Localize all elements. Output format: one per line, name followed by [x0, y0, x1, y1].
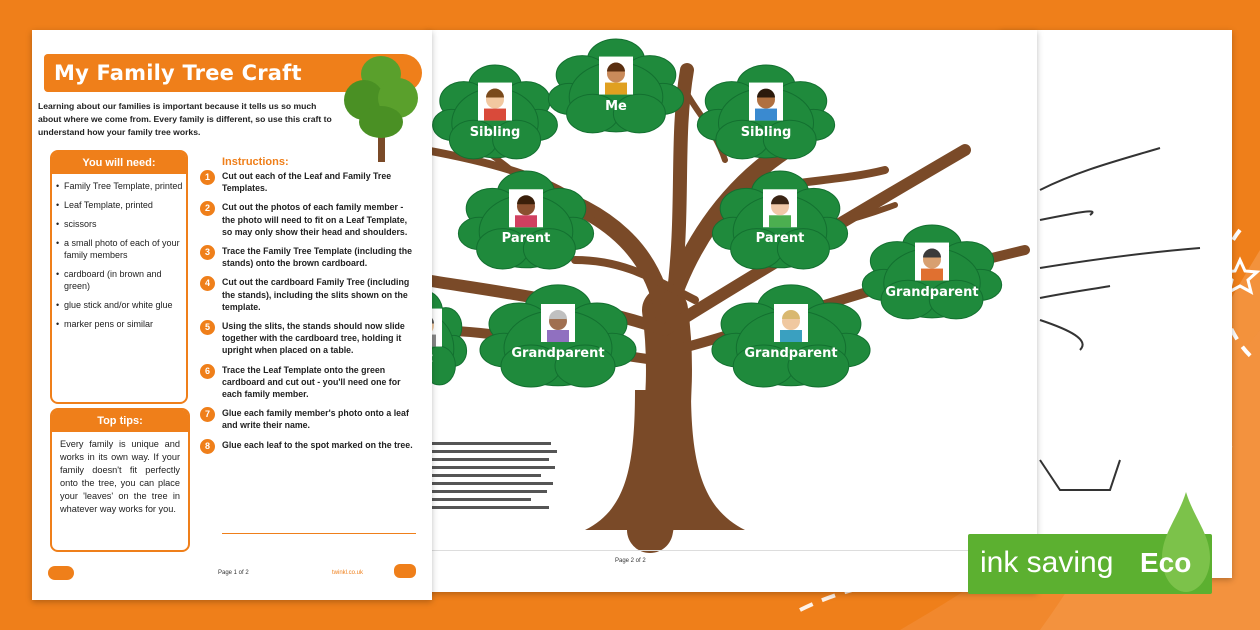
- leaf-shape: [435, 66, 555, 158]
- step-text: Glue each family member's photo onto a leaf and write their name.: [222, 408, 409, 431]
- list-item: • a small photo of each of your family members: [64, 237, 186, 261]
- step-number: 1: [200, 170, 215, 185]
- step-number: 2: [200, 201, 215, 216]
- step-number: 5: [200, 320, 215, 335]
- eco-label: Eco: [1140, 547, 1192, 578]
- instruction-step: [200, 201, 418, 238]
- instructions-page: [32, 30, 432, 600]
- leaf-card: [551, 40, 681, 132]
- page-two-number: Page 2 of 2: [615, 558, 646, 564]
- leaf-card: [865, 226, 999, 318]
- divider: [222, 533, 416, 534]
- leaf-shape: [483, 286, 633, 386]
- page-footer: [32, 560, 432, 600]
- family-tree-page: [425, 30, 1037, 592]
- leaf-label: Grandparent: [885, 284, 979, 300]
- leaf-label: Grandparent: [511, 346, 605, 361]
- top-tips-heading: Top tips:: [52, 410, 188, 432]
- step-number: 3: [200, 245, 215, 260]
- leaf-shape: [700, 66, 832, 158]
- leaf-label: Grandparent: [744, 346, 838, 361]
- instruction-step: [200, 364, 418, 401]
- page-number: Page 1 of 2: [218, 570, 249, 576]
- instruction-step: [200, 407, 418, 431]
- page-two-footer-rule: [425, 550, 1037, 551]
- fine-print: [431, 442, 561, 514]
- page-title: My Family Tree Craft: [54, 61, 302, 85]
- step-text: Cut out each of the Leaf and Family Tree Templates.: [222, 171, 392, 194]
- leaf-shape: [865, 226, 999, 318]
- leaf-card: [483, 286, 633, 386]
- brand-url: twinkl.co.uk: [332, 570, 364, 576]
- list-item: • glue stick and/or white glue: [64, 299, 186, 311]
- step-text: Glue each leaf to the spot marked on the tree.: [222, 439, 413, 450]
- list-item: • Family Tree Template, printed: [64, 180, 186, 192]
- step-text: Using the slits, the stands should now slide together with the cardboard tree, holding it upright when placed on a table.: [222, 321, 405, 356]
- instructions-heading: Instructions:: [222, 156, 289, 168]
- step-number: 7: [200, 407, 215, 422]
- leaf-card: [435, 66, 555, 158]
- leaf-shape: [715, 172, 845, 268]
- you-will-need-heading: You will need:: [52, 152, 186, 174]
- leaf-label: Sibling: [469, 124, 521, 140]
- list-item: • cardboard (in brown and green): [64, 268, 186, 292]
- leaf-card: [715, 172, 845, 268]
- list-item: • Leaf Template, printed: [64, 199, 186, 211]
- instruction-step: [200, 320, 418, 357]
- instructions-list: [200, 170, 418, 458]
- step-number: 6: [200, 364, 215, 379]
- leaf-card: [715, 286, 867, 386]
- list-item: • scissors: [64, 218, 186, 230]
- top-tips-box: [50, 408, 190, 552]
- top-tips-text: Every family is unique and works in its own way. If your family doesn't fit perfectly onto the tree, you can place your 'leaves' on the tree in whatever way works for you.: [60, 439, 180, 514]
- step-number: 4: [200, 276, 215, 291]
- step-text: Trace the Family Tree Template (including the stands) onto the brown cardboard.: [222, 246, 412, 269]
- leaf-card: [700, 66, 832, 158]
- instruction-step: [200, 170, 418, 194]
- brand-badge-icon: [394, 564, 416, 578]
- leaf-shape: [715, 286, 867, 386]
- tree-icon: [336, 52, 426, 164]
- leaf-card: [461, 172, 591, 268]
- intro-paragraph: Learning about our families is important because it tells us so much about where we come from. Every family is different, so use this craft to understand how your family tree works.: [38, 101, 332, 137]
- brand-logo-icon: [48, 566, 74, 580]
- instruction-step: [200, 439, 418, 451]
- leaf-label: Me: [605, 98, 627, 114]
- instruction-step: [200, 276, 418, 313]
- leaf-shape: [461, 172, 591, 268]
- you-will-need-box: [50, 150, 188, 404]
- list-item: • marker pens or similar: [64, 318, 186, 330]
- step-text: Cut out the cardboard Family Tree (including the stands), including the slits shown on the template.: [222, 277, 410, 312]
- instruction-step: [200, 245, 418, 269]
- step-number: 8: [200, 439, 215, 454]
- materials-list: [52, 180, 186, 330]
- leaf-label: Parent: [501, 231, 551, 247]
- ink-saving-label: ink saving: [980, 546, 1114, 579]
- leaf-label: Parent: [755, 231, 805, 247]
- leaf-label: Sibling: [740, 124, 792, 140]
- step-text: Cut out the photos of each family member - the photo will need to fit on a Leaf Template, so may only show their head and shoulders.: [222, 202, 408, 237]
- leaf-shape: [551, 40, 681, 132]
- step-text: Trace the Leaf Template onto the green cardboard and cut out - you'll need one for each family member.: [222, 364, 401, 400]
- ink-saving-badge: [968, 534, 1212, 594]
